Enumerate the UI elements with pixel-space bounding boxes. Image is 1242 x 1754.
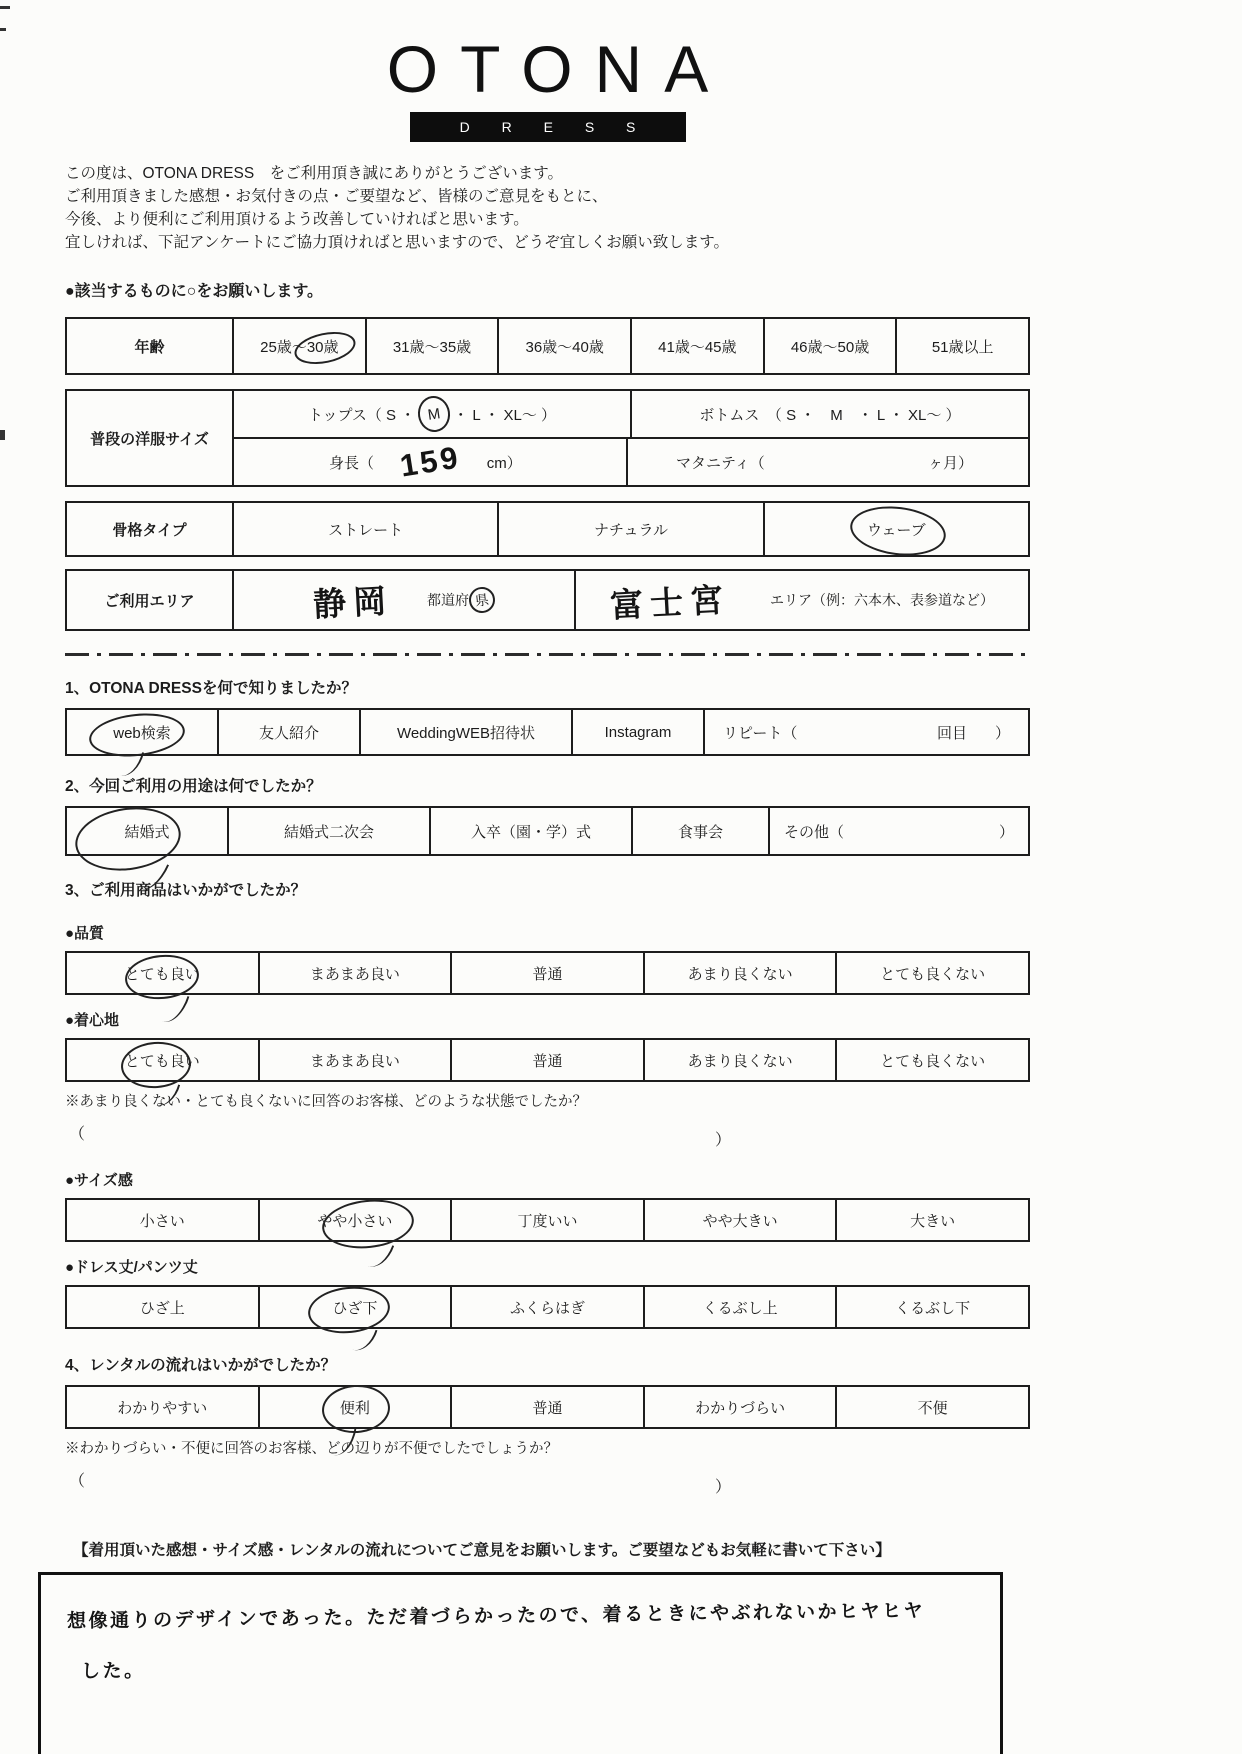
prefecture-label-pre: 都道府 [427,592,469,608]
length-option-label: くるぶし上 [702,1299,778,1317]
comfort-option-label: とても良くない [880,1052,986,1070]
intro-line: ご利用頂きました感想・お気付きの点・ご要望など、皆様のご意見をもとに、 [65,188,608,205]
question3-title: 3、ご利用商品はいかがでしたか？ [65,882,307,899]
quality-option-label: とても良い [124,965,200,983]
length-option-cell [452,1287,645,1327]
quality-option-cell [452,953,645,993]
brand-logo-title: OTONA [386,32,731,106]
length-option-cell [67,1287,260,1327]
q2-other-prefix: その他（ [784,823,845,841]
bottoms-label: ボトムス （ S ・ M ・ L ・ XL～ ） [699,406,961,424]
length-options-table [65,1285,1030,1329]
question1-title: 1、OTONA DRESSを何で知りましたか？ [65,680,357,697]
q2-option-cell-selected [67,808,229,854]
age-option-label: 25歳～30歳 [260,338,339,356]
brand-logo-subtitle: D R E S S [459,119,650,135]
quality-option-label: 普通 [532,965,563,983]
skeleton-type-table [65,501,1030,557]
comfort-option-cell [260,1040,453,1080]
length-option-cell [645,1287,838,1327]
skeleton-option-cell-selected [765,503,1028,555]
q1-option-cell [573,710,705,754]
q2-other-suffix: ） [998,823,1014,841]
prefecture-cell [234,571,576,629]
length-label: ●ドレス丈/パンツ丈 [65,1259,198,1276]
height-unit: cm） [486,454,522,472]
prefecture-label [427,587,495,613]
handwritten-city: 富士宮 [609,580,731,624]
brand-logo-bar [410,112,686,142]
handwritten-comment-line: 想像通りのデザインであった。ただ着づらかったので、着るときにやぶれないかヒヤヒヤ [66,1600,926,1633]
question2-title: 2、今回ご利用の用途は何でしたか？ [65,778,322,795]
paren-open: （ [69,1473,86,1490]
length-option-cell-selected [260,1287,453,1327]
sizefeel-options-table [65,1198,1030,1242]
comfort-option-cell-selected [67,1040,260,1080]
q1-option-label: Instagram [604,723,672,741]
sizefeel-option-label: 丁度いい [517,1212,578,1230]
skeleton-option-cell [499,503,764,555]
comfort-option-label: まあまあ良い [309,1052,400,1070]
tops-size-cell [234,391,632,437]
length-option-cell [837,1287,1028,1327]
length-option-label: ひざ上 [139,1299,185,1317]
area-header-cell: ご利用エリア [67,571,234,629]
sizefeel-option-cell [645,1200,838,1240]
comfort-option-label: とても良い [124,1052,200,1070]
q1-option-cell [219,710,361,754]
maternity-label: マタニティ（ [676,454,765,472]
age-option-cell [897,319,1028,373]
comfort-option-cell [645,1040,838,1080]
tops-label-prefix: トップス（ S ・ [307,406,416,424]
skeleton-header-cell: 骨格タイプ [67,503,234,555]
comfort-label: ●着心地 [65,1012,120,1029]
height-cell [234,439,628,485]
q2-option-label: 結婚式二次会 [283,823,374,841]
q4-option-cell-selected [260,1387,453,1427]
age-header-cell: 年齢 [67,319,234,373]
q2-option-cell [431,808,633,854]
question4-title: 4、レンタルの流れはいかがでしたか？ [65,1357,337,1374]
age-option-label: 51歳以上 [931,338,994,356]
age-option-cell-selected [234,319,367,373]
q1-option-label: web検索 [113,724,171,742]
q4-note-answer-line [65,1460,1030,1498]
q4-option-label: 便利 [339,1399,370,1417]
quality-option-cell [645,953,838,993]
comment-section-heading: 【着用頂いた感想・サイズ感・レンタルの流れについてご意見をお願いします。ご要望などもお気軽に書いて下さい】 [73,1542,891,1559]
q2-other-cell [770,808,1028,854]
sizefeel-option-cell-selected [260,1200,453,1240]
q1-option-cell-selected [67,710,219,754]
q1-repeat-cell [705,710,1028,754]
scan-artifact [0,430,5,440]
age-table [65,317,1030,375]
sizefeel-option-label: やや大きい [702,1212,778,1230]
intro-line: 宜しければ、下記アンケートにご協力頂ければと思いますので、どうぞ宜しくお願い致します。 [65,234,730,251]
paren-close: ） [715,1132,732,1149]
question2-options-table [65,806,1030,856]
usage-area-table [65,569,1030,631]
q4-option-cell [837,1387,1028,1427]
paren-close: ） [715,1479,732,1496]
age-option-cell [632,319,765,373]
quality-options-table [65,951,1030,995]
quality-option-cell [837,953,1028,993]
q2-option-label: 入卒（園・学）式 [470,823,591,841]
paren-open: （ [69,1126,86,1143]
sizefeel-option-label: 大きい [910,1212,956,1230]
skeleton-option-label: ストレート [328,521,404,539]
quality-option-label: とても良くない [880,965,986,983]
q3-note-text: ※あまり良くない・とても良くないに回答のお客様、どのような状態でしたか？ [65,1094,587,1110]
comment-box [38,1572,1003,1754]
quality-option-label: まあまあ良い [309,965,400,983]
dash-dot-divider [65,653,1030,656]
q4-note-text: ※わかりづらい・不便に回答のお客様、どの辺りが不便でしたでしょうか？ [65,1441,558,1457]
skeleton-option-cell [234,503,499,555]
q4-option-label: 不便 [917,1399,948,1417]
maternity-unit: ヶ月） [927,454,973,472]
handwritten-comment-line: した。 [80,1660,146,1683]
q2-option-label: 食事会 [677,823,723,841]
q1-option-label: 友人紹介 [258,724,319,742]
height-label: 身長（ [329,454,375,472]
sizefeel-label: ●サイズ感 [65,1172,133,1189]
q1-repeat-prefix: リピート（ [723,724,798,742]
q2-option-cell [229,808,431,854]
handwritten-height-value: 159 [397,439,464,484]
q1-option-cell [361,710,573,754]
brand-logo [65,32,1030,142]
age-option-cell [499,319,632,373]
tops-label-suffix: ・ L ・ XL～ ） [453,406,557,424]
q1-option-label: WeddingWEB招待状 [396,724,536,742]
city-area-cell [576,571,1028,629]
q1-repeat-suffix: ） [994,724,1010,742]
length-option-label: くるぶし下 [895,1299,971,1317]
age-option-label: 31歳～35歳 [392,338,472,356]
length-option-label: ひざ下 [332,1299,378,1317]
sizefeel-option-label: やや小さい [317,1212,393,1230]
clothing-size-table [65,389,1030,487]
scan-artifact [0,28,6,31]
q1-repeat-mid: 回目 [936,724,967,742]
instruction-heading: ●該当するものに○をお願いします。 [65,283,324,300]
size-row-top [234,391,1028,437]
size-row-bottom [234,437,1028,485]
circle-annotation [468,586,497,615]
intro-paragraph [65,162,1030,254]
intro-line: 今後、より便利にご利用頂けるよう改善していければと思います。 [65,211,529,228]
q2-option-label: 結婚式 [124,823,170,841]
comfort-option-cell [837,1040,1028,1080]
age-option-cell [367,319,500,373]
q4-option-label: わかりづらい [695,1399,786,1417]
skeleton-option-label: ナチュラル [593,521,669,539]
age-option-label: 46歳～50歳 [790,338,870,356]
age-option-cell [765,319,898,373]
question1-options-table [65,708,1030,756]
age-option-label: 36歳～40歳 [525,338,604,356]
intro-line: この度は、OTONA DRESS をご利用頂き誠にありがとうございます。 [65,165,563,182]
age-option-label: 41歳～45歳 [658,338,737,356]
q4-option-cell [67,1387,260,1427]
clothing-size-rows [234,391,1028,485]
quality-option-cell-selected [67,953,260,993]
length-option-label: ふくらはぎ [509,1299,585,1317]
form-content [65,32,1030,1754]
maternity-cell [628,439,1028,485]
quality-option-label: あまり良くない [687,965,793,983]
q3-note-answer-line [65,1113,1030,1151]
q2-option-cell [633,808,770,854]
comfort-option-cell [452,1040,645,1080]
q4-option-cell [452,1387,645,1427]
comfort-option-label: あまり良くない [687,1052,793,1070]
comfort-option-label: 普通 [532,1052,563,1070]
clothing-size-header-cell: 普段の洋服サイズ [67,391,234,485]
circle-annotation-tail [352,1325,377,1355]
q4-option-label: わかりやすい [117,1399,208,1417]
circle-annotation [416,394,453,434]
quality-label: ●品質 [65,925,105,942]
sizefeel-option-cell [837,1200,1028,1240]
skeleton-option-label: ウェーブ [866,521,926,539]
sizefeel-option-label: 小さい [139,1212,185,1230]
area-hint-label: エリア（例：六本木、表参道など） [770,592,994,608]
question4-options-table [65,1385,1030,1429]
scan-artifact [0,6,10,9]
quality-option-cell [260,953,453,993]
sizefeel-option-cell [67,1200,260,1240]
sizefeel-option-cell [452,1200,645,1240]
comfort-options-table [65,1038,1030,1082]
q4-option-label: 普通 [532,1399,563,1417]
prefecture-label-circled: 県 [474,591,490,609]
q4-option-cell [645,1387,838,1427]
handwritten-prefecture: 静岡 [312,581,395,623]
tops-selected-size: M [426,404,442,424]
bottoms-size-cell [632,391,1028,437]
